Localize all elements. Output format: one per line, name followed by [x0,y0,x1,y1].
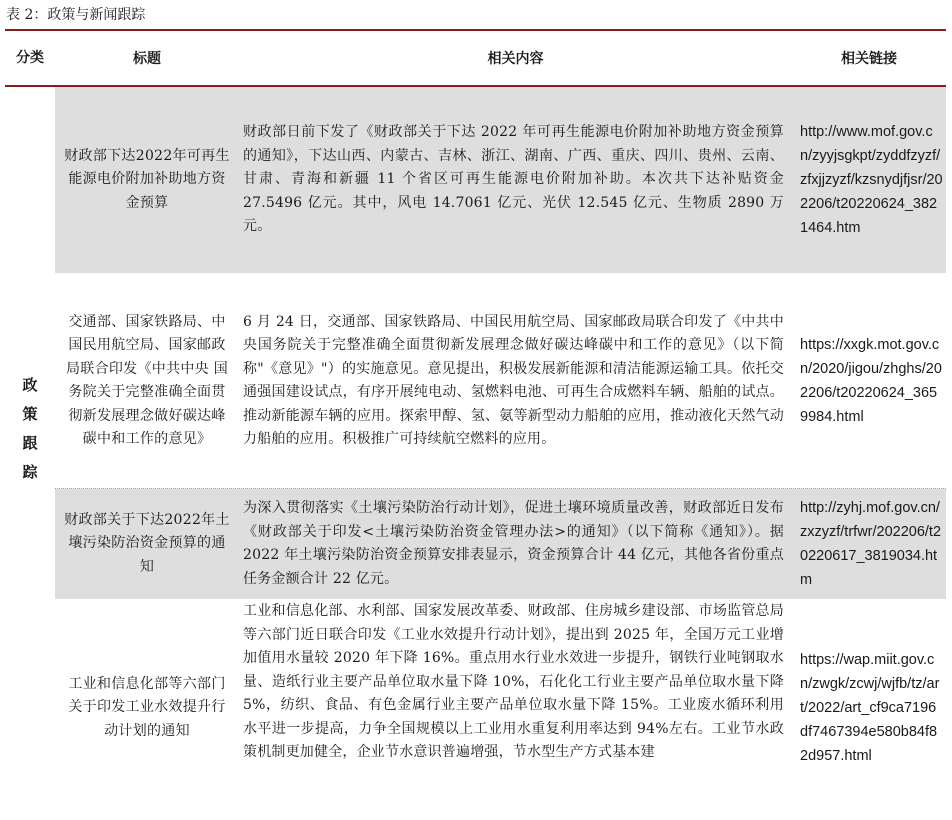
row-content-cell [243,489,784,599]
row-content: 财政部日前下发了《财政部关于下达 2022 年可再生能源电价附加补助地方资金预算的通知》，下达山西、内蒙古、吉林、浙江、湖南、广西、重庆、四川、贵州、云南、甘肃、青海和新疆 11 个省区可再生能源电价附加补助。本次共下达补贴资金 27.5496 亿元。其中，风电 14.7061 亿元、光伏 12.545 亿元、生物质 2890 万元。 [243,124,784,235]
row-link[interactable]: https://wap.miit.gov.cn/zwgk/zcwj/wjfb/tz/art/2022/art_cf9ca7196df7467394e580b84f82d957.html [800,652,940,764]
row-title-cell [55,87,239,273]
row-link-cell [800,489,944,599]
row-link[interactable]: http://www.mof.gov.cn/zyyjsgkpt/zyddfzyzf/zfxjjzyzf/kzsnydjfjsr/202206/t20220624_3821464.htm [800,124,943,236]
row-title: 财政部关于下达2022年土壤污染防治资金预算的通知 [64,511,230,575]
row-content-cell [243,274,784,488]
row-content: 工业和信息化部、水利部、国家发展改革委、财政部、住房城乡建设部、市场监管总局等六部门近日联合印发《工业水效提升行动计划》，提出到 2025 年，全国万元工业增加值用水量较 2020 年下降 16%。重点用水行业水效进一步提升，钢铁行业吨钢取水量、造纸行业主要产品单位取水量下降 10%，石化化工行业主要产品单位取水量下降 5%，纺织、食品、有色金属行业主要产品单位取水量下降 15%。工业废水循环利用水平进一步提高，力争全国规模以上工业用水重复利用率达到 94%左右。工业节水政策机制更加健全，企业节水意识普遍增强，节水型生产方式基本建 [243,603,784,760]
row-content-cell [243,600,784,820]
row-content: 为深入贯彻落实《土壤污染防治行动计划》，促进土壤环境质量改善，财政部近日发布《财政部关于印发<土壤污染防治资金管理办法>的通知》（以下简称《通知》）。据 2022 年土壤污染防治资金预算安排表显示，资金预算合计 44 亿元，其他各省份重点任务金额合计 22 亿元。 [243,500,784,587]
category-label: 政策跟踪 [22,376,38,481]
row-title-cell [55,274,239,488]
row-link-cell [800,600,944,820]
table-header [5,31,946,87]
table-row [55,274,946,489]
table-caption: 表 2：政策与新闻跟踪 [6,7,146,23]
header-content: 相关内容 [487,51,544,67]
row-content: 6 月 24 日，交通部、国家铁路局、中国民用航空局、国家邮政局联合印发了《中共中央国务院关于完整准确全面贯彻新发展理念做好碳达峰碳中和工作的意见》（以下简称"《意见》"）的实施意见。意见提出，积极发展新能源和清洁能源运输工具。依托交通强国建设试点，有序开展纯电动、氢燃料电池、可再生合成燃料车辆、船舶的试点。推动新能源车辆的应用。探索甲醇、氢、氨等新型动力船舶的应用，推动液化天然气动力船舶的应用。积极推广可持续航空燃料的应用。 [243,313,784,447]
row-link[interactable]: http://zyhj.mof.gov.cn/zxzyzf/trfwr/202206/t20220617_3819034.htm [800,500,942,588]
row-link[interactable]: https://xxgk.mot.gov.cn/2020/jigou/zhghs/202206/t20220624_3659984.html [800,337,942,425]
row-title-cell [55,489,239,599]
row-title: 财政部下达2022年可再生能源电价附加补助地方资金预算 [64,147,230,211]
row-title: 交通部、国家铁路局、中国民用航空局、国家邮政局联合印发《中共中央 国务院关于完整准确全面贯彻新发展理念做好碳达峰碳中和工作的意见》 [65,313,229,447]
policy-news-table [5,29,946,791]
table-row [55,489,946,599]
row-title: 工业和信息化部等六部门关于印发工业水效提升行动计划的通知 [68,675,226,739]
category-cell [5,87,55,791]
table-row [55,600,946,820]
header-category: 分类 [16,50,44,66]
header-link: 相关链接 [841,51,897,67]
row-content-cell [243,87,784,273]
row-title-cell [55,600,239,820]
header-title: 标题 [133,51,161,67]
row-link-cell [800,274,944,488]
row-link-cell [800,87,944,273]
table-row [55,87,946,273]
